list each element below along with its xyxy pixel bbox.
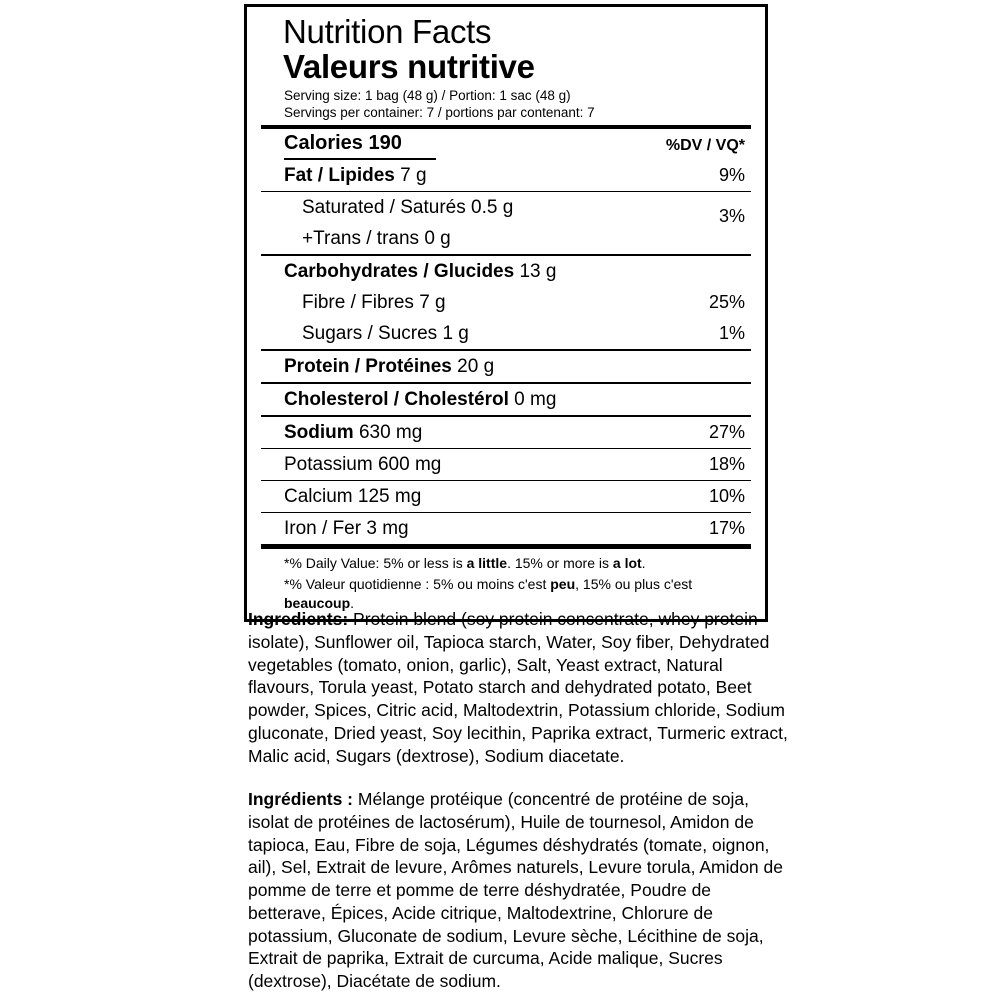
row-carbohydrates-amount: 13 g	[519, 261, 557, 283]
panel-title-fr: Valeurs nutritive	[283, 47, 535, 85]
row-saturated-trans-dv: 3%	[718, 206, 745, 227]
row-saturated	[261, 192, 751, 223]
row-sugars	[261, 318, 751, 349]
row-fat-amount: 7 g	[400, 165, 427, 187]
row-trans-label: +Trans / trans	[302, 228, 420, 250]
footnote-fr-peu: peu	[550, 576, 576, 593]
row-sodium-amount: 630 mg	[358, 422, 423, 444]
row-calcium-amount: 125 mg	[357, 486, 422, 508]
row-iron-amount: 3 mg	[366, 518, 409, 540]
ingredients-fr-block	[248, 788, 788, 993]
row-protein-amount: 20 g	[457, 356, 495, 378]
row-iron-dv: 17%	[708, 518, 745, 539]
footnote-en-little: a little	[466, 555, 508, 572]
row-trans-amount: 0 g	[424, 228, 451, 250]
row-cholesterol-label: Cholesterol / Cholestérol	[284, 389, 509, 411]
row-iron-label: Iron / Fer	[284, 518, 362, 540]
row-sodium-dv: 27%	[708, 422, 745, 443]
row-sugars-amount: 1 g	[442, 323, 469, 345]
row-potassium-label: Potassium	[284, 454, 373, 476]
calories-label: Calories 190	[284, 132, 402, 155]
calories-row	[261, 129, 751, 158]
row-sugars-dv: 1%	[718, 323, 745, 344]
row-calcium-dv: 10%	[708, 486, 745, 507]
row-fat	[261, 160, 751, 191]
ingredients-en-block	[248, 608, 788, 767]
row-fat-label: Fat / Lipides	[284, 165, 395, 187]
footnote-fr-part2: , 15% ou plus c'est	[575, 576, 693, 593]
row-fibre-dv: 25%	[708, 292, 745, 313]
row-protein-label: Protein / Protéines	[284, 356, 452, 378]
row-protein	[261, 351, 751, 382]
dv-header: %DV / VQ*	[665, 137, 745, 155]
footnote-fr-beaucoup: beaucoup	[284, 595, 351, 612]
row-saturated-label: Saturated / Saturés	[302, 197, 466, 219]
row-trans	[261, 223, 751, 254]
row-iron	[261, 513, 751, 544]
ingredients-en-header: Ingredients:	[248, 609, 349, 629]
footnote-en-part2: . 15% or more is	[507, 555, 613, 572]
footnote-en-part3: .	[641, 555, 646, 572]
row-cholesterol-amount: 0 mg	[514, 389, 557, 411]
ingredients-fr-text: Mélange protéique (concentré de protéine de soja, isolat de protéines de lactosérum), Huile de tournesol, Amidon de tapioca, Eau, Fibre de soja, Légumes déshydratés (tomate, oignon, ail), Sel, Extrait de levure, Arômes naturels, Levure torula, Amidon de pomme de terre et pomme de terre déshydratée, Poudre de betterave, Épices, Acide citrique, Maltodextrine, Chlorure de potassium, Gluconate de sodium, Levure sèche, Lécithine de soja, Extrait de paprika, Extrait de curcuma, Acide malique, Sucres (dextrose), Diacétate de sodium.	[248, 789, 783, 991]
row-potassium	[261, 449, 751, 480]
nutrition-facts-panel	[244, 4, 768, 622]
row-potassium-dv: 18%	[708, 454, 745, 475]
group-saturated-trans	[261, 192, 751, 254]
footnote-en	[261, 549, 751, 575]
footnote-en-alot: a lot	[612, 555, 642, 572]
row-calcium-label: Calcium	[284, 486, 353, 508]
ingredients-fr-header: Ingrédients :	[248, 789, 354, 809]
panel-title-en: Nutrition Facts	[283, 13, 492, 50]
row-fibre-label: Fibre / Fibres	[302, 292, 414, 314]
row-fat-dv: 9%	[718, 165, 745, 186]
row-carbohydrates-label: Carbohydrates / Glucides	[284, 261, 515, 283]
row-calcium	[261, 481, 751, 512]
row-sugars-label: Sugars / Sucres	[302, 323, 438, 345]
row-cholesterol	[261, 384, 751, 415]
row-sodium-label: Sodium	[284, 422, 354, 444]
row-fibre	[261, 287, 751, 318]
row-saturated-amount: 0.5 g	[471, 197, 514, 219]
footnote-fr-part1: *% Valeur quotidienne : 5% ou moins c'est	[284, 576, 551, 593]
servings-per-container-text: Servings per container: 7 / portions par contenant: 7	[284, 105, 595, 121]
serving-size-text: Serving size: 1 bag (48 g) / Portion: 1 sac (48 g)	[284, 87, 571, 103]
footnote-fr-part3: .	[350, 595, 355, 612]
row-potassium-amount: 600 mg	[377, 454, 442, 476]
row-sodium	[261, 417, 751, 448]
ingredients-en-text: Protein blend (soy protein concentrate, whey protein isolate), Sunflower oil, Tapioca starch, Water, Soy fiber, Dehydrated vegetables (tomato, onion, garlic), Salt, Yeast extract, Natural flavours, Torula yeast, Potato starch and dehydrated potato, Beet powder, Spices, Citric acid, Maltodextrin, Potassium chloride, Sodium gluconate, Dried yeast, Soy lecithin, Paprika extract, Turmeric extract, Malic acid, Sugars (dextrose), Sodium diacetate.	[248, 609, 788, 766]
footnote-en-part1: *% Daily Value: 5% or less is	[284, 555, 467, 572]
row-carbohydrates	[261, 256, 751, 287]
row-fibre-amount: 7 g	[419, 292, 446, 314]
